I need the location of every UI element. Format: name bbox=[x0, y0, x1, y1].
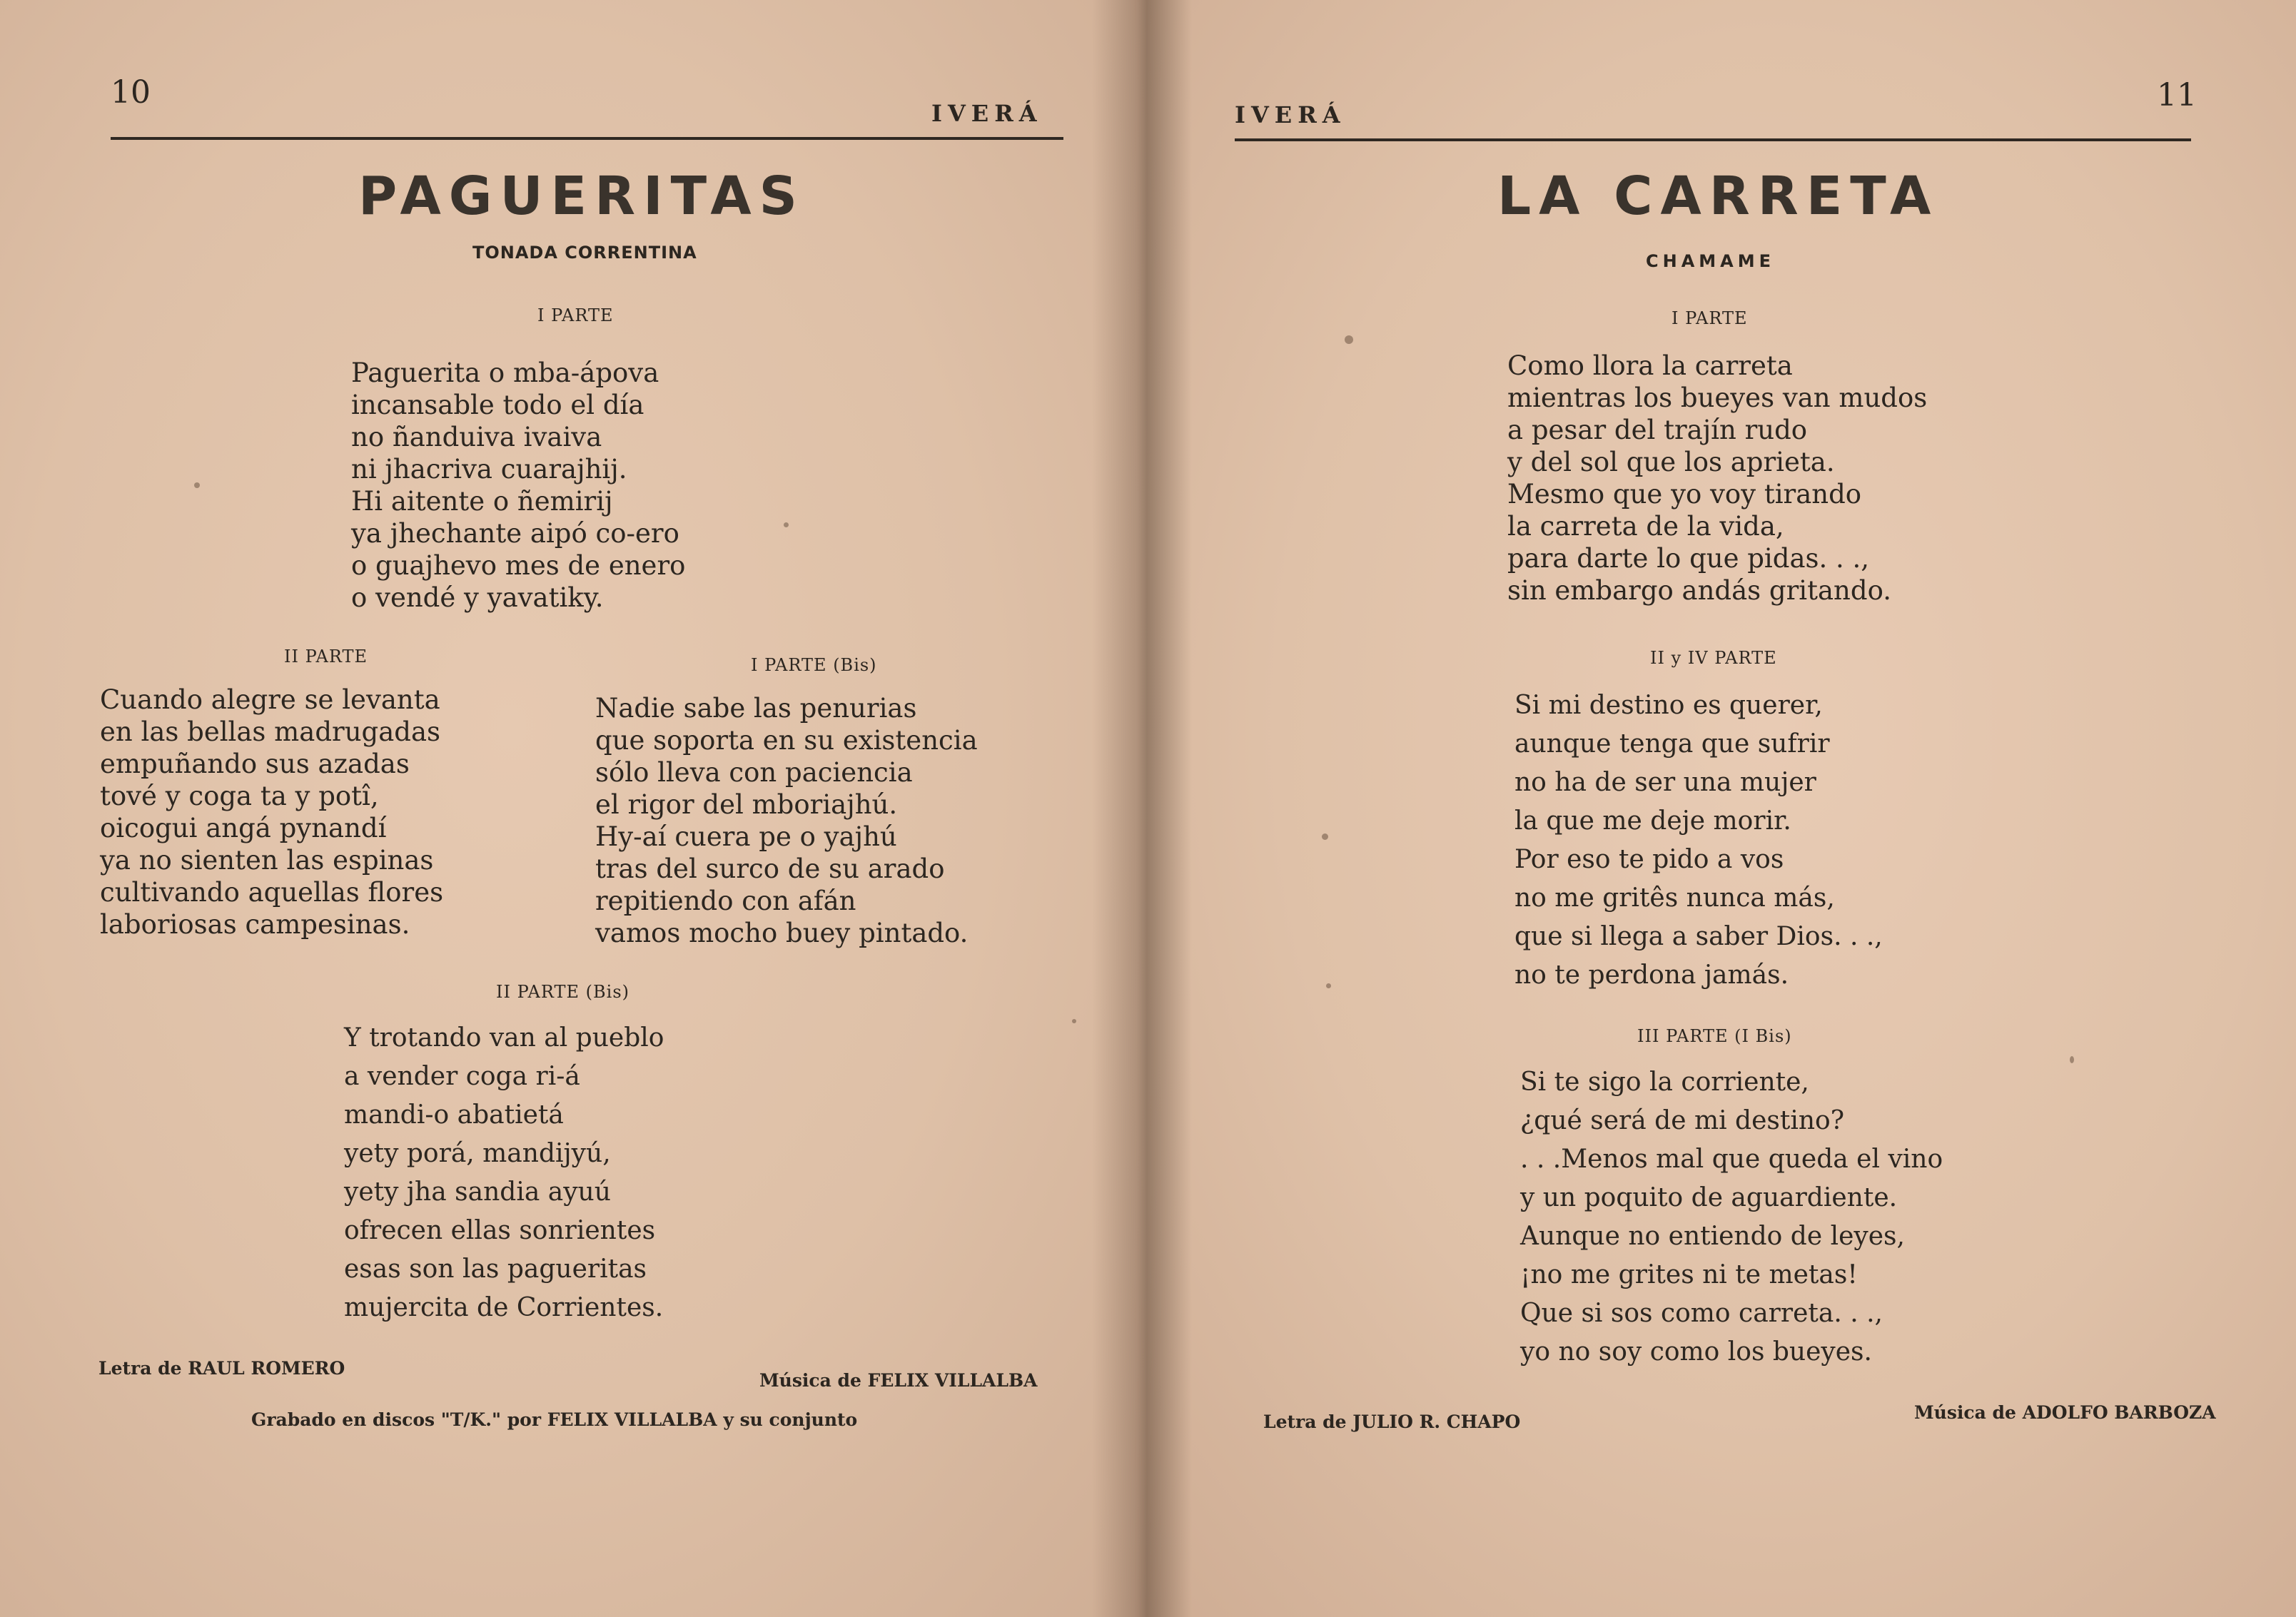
paper-speck bbox=[1322, 833, 1328, 840]
verse-line: . . .Menos mal que queda el vino bbox=[1520, 1145, 1943, 1174]
verse-line: no me gritês nunca más, bbox=[1514, 883, 1835, 913]
song-subtitle: CHAMAME bbox=[1646, 251, 1776, 271]
verse bbox=[100, 684, 443, 941]
verse-line: no te perdona jamás. bbox=[1514, 960, 1789, 990]
section-heading: I PARTE bbox=[1672, 308, 1748, 328]
recording-credit: Grabado en discos "T/K." por FELIX VILLALBA y su conjunto bbox=[251, 1409, 858, 1430]
verse bbox=[1520, 1063, 1943, 1372]
verse-line: mujercita de Corrientes. bbox=[344, 1293, 664, 1322]
verse-line: esas son las pagueritas bbox=[344, 1254, 647, 1284]
verse bbox=[1514, 686, 1883, 995]
verse-line: mientras los bueyes van mudos bbox=[1507, 382, 1928, 413]
book-gutter bbox=[1092, 0, 1192, 1617]
header-rule bbox=[111, 137, 1063, 140]
verse-line: ya jhechante aipó co-ero bbox=[351, 518, 679, 549]
verse-line: aunque tenga que sufrir bbox=[1514, 729, 1830, 759]
verse-line: para darte lo que pidas. . ., bbox=[1507, 543, 1870, 574]
section-heading: II PARTE (Bis) bbox=[496, 982, 630, 1002]
verse-line: el rigor del mboriajhú. bbox=[595, 789, 898, 820]
page-number: 11 bbox=[2157, 77, 2197, 113]
verse-line: Hi aitente o ñemirij bbox=[351, 486, 613, 517]
verse-line: yo no soy como los bueyes. bbox=[1520, 1337, 1872, 1367]
verse-line: y del sol que los aprieta. bbox=[1507, 447, 1835, 477]
section-heading: I PARTE (Bis) bbox=[751, 655, 877, 675]
verse-line: Por eso te pido a vos bbox=[1514, 845, 1784, 874]
verse-line: ¿qué será de mi destino? bbox=[1520, 1106, 1845, 1135]
verse-line: sin embargo andás gritando. bbox=[1507, 575, 1891, 606]
verse-line: tové y coga ta y potî, bbox=[100, 781, 379, 811]
verse-line: Que si sos como carreta. . ., bbox=[1520, 1299, 1883, 1328]
verse-line: no ñanduiva ivaiva bbox=[351, 422, 602, 452]
verse-line: yety porá, mandijyú, bbox=[344, 1139, 611, 1168]
verse bbox=[344, 1019, 664, 1327]
song-subtitle: TONADA CORRENTINA bbox=[472, 243, 697, 263]
verse-line: mandi-o abatietá bbox=[344, 1100, 564, 1130]
music-credit: Música de FELIX VILLALBA bbox=[759, 1370, 1038, 1391]
verse-line: la carreta de la vida, bbox=[1507, 511, 1784, 542]
verse-line: ni jhacriva cuarajhij. bbox=[351, 454, 627, 485]
lyrics-credit: Letra de RAUL ROMERO bbox=[98, 1358, 345, 1379]
verse-line: Como llora la carreta bbox=[1507, 350, 1793, 381]
verse-line: en las bellas madrugadas bbox=[100, 716, 441, 747]
verse-line: no ha de ser una mujer bbox=[1514, 768, 1816, 797]
section-heading: II PARTE bbox=[284, 647, 368, 666]
running-head: IVERÁ bbox=[931, 100, 1043, 127]
lyrics-credit: Letra de JULIO R. CHAPO bbox=[1263, 1411, 1521, 1432]
page-number: 10 bbox=[111, 74, 151, 111]
verse-line: empuñando sus azadas bbox=[100, 749, 410, 779]
verse-line: cultivando aquellas flores bbox=[100, 877, 444, 908]
verse-line: yety jha sandia ayuú bbox=[344, 1177, 611, 1207]
verse-line: la que me deje morir. bbox=[1514, 806, 1791, 836]
verse-line: o guajhevo mes de enero bbox=[351, 550, 686, 581]
song-title: LA CARRETA bbox=[1497, 166, 1939, 227]
paper-speck bbox=[2070, 1056, 2074, 1063]
verse bbox=[1507, 350, 1927, 607]
paper-speck bbox=[1345, 335, 1353, 344]
verse-line: o vendé y yavatiky. bbox=[351, 582, 604, 613]
verse-line: vamos mocho buey pintado. bbox=[595, 918, 969, 948]
verse-line: Hy-aí cuera pe o yajhú bbox=[595, 821, 897, 852]
verse-line: laboriosas campesinas. bbox=[100, 909, 410, 940]
paper-speck bbox=[784, 522, 789, 527]
paper-speck bbox=[194, 482, 200, 488]
section-heading: I PARTE bbox=[537, 305, 614, 325]
verse bbox=[351, 357, 685, 614]
verse-line: que soporta en su existencia bbox=[595, 725, 978, 756]
song-title: PAGUERITAS bbox=[358, 166, 805, 227]
section-heading: III PARTE (I Bis) bbox=[1637, 1026, 1792, 1046]
header-rule bbox=[1235, 138, 2191, 141]
verse-line: a pesar del trajín rudo bbox=[1507, 415, 1808, 445]
verse bbox=[595, 692, 978, 949]
verse-line: a vender coga ri-á bbox=[344, 1062, 580, 1091]
verse-line: repitiendo con afán bbox=[595, 886, 856, 916]
verse-line: ya no sienten las espinas bbox=[100, 845, 434, 876]
verse-line: Cuando alegre se levanta bbox=[100, 684, 440, 715]
verse-line: oicogui angá pynandí bbox=[100, 813, 387, 843]
paper-speck bbox=[1072, 1019, 1076, 1023]
verse-line: incansable todo el día bbox=[351, 390, 644, 420]
verse-line: Si mi destino es querer, bbox=[1514, 691, 1823, 720]
verse-line: Paguerita o mba-ápova bbox=[351, 358, 659, 388]
verse-line: sólo lleva con paciencia bbox=[595, 757, 913, 788]
running-head: IVERÁ bbox=[1235, 101, 1346, 128]
section-heading: II y IV PARTE bbox=[1650, 648, 1777, 668]
verse-line: que si llega a saber Dios. . ., bbox=[1514, 922, 1883, 951]
verse-line: y un poquito de aguardiente. bbox=[1520, 1183, 1898, 1212]
verse-line: Nadie sabe las penurias bbox=[595, 693, 917, 724]
verse-line: tras del surco de su arado bbox=[595, 853, 945, 884]
right-page bbox=[1135, 0, 2296, 1617]
music-credit: Música de ADOLFO BARBOZA bbox=[1914, 1402, 2216, 1423]
verse-line: Si te sigo la corriente, bbox=[1520, 1068, 1809, 1097]
verse-line: Y trotando van al pueblo bbox=[344, 1023, 664, 1053]
verse-line: Aunque no entiendo de leyes, bbox=[1520, 1222, 1905, 1251]
verse-line: Mesmo que yo voy tirando bbox=[1507, 479, 1862, 510]
verse-line: ¡no me grites ni te metas! bbox=[1520, 1260, 1858, 1289]
verse-line: ofrecen ellas sonrientes bbox=[344, 1216, 656, 1245]
left-page bbox=[0, 0, 1135, 1617]
paper-speck bbox=[1326, 983, 1331, 988]
